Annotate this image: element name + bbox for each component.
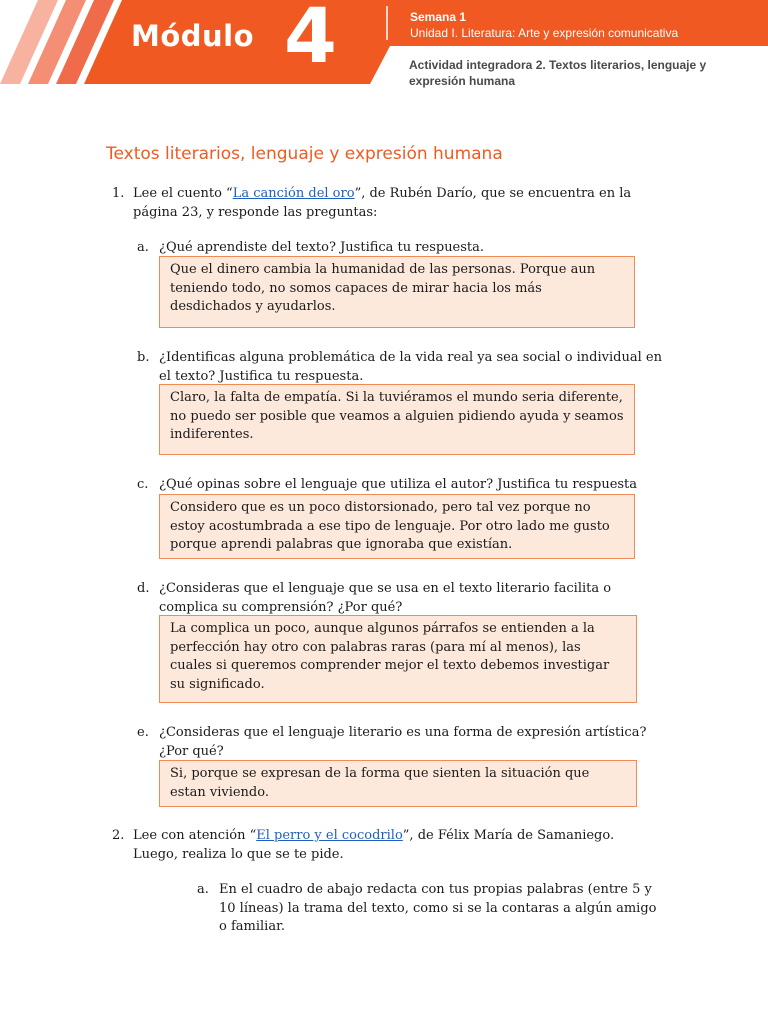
question-c-text: ¿Qué opinas sobre el lenguaje que utiliza el autor? Justifica tu respuesta xyxy=(159,477,638,492)
page-title: Textos literarios, lenguaje y expresión humana xyxy=(106,144,503,164)
item-1-text xyxy=(133,185,653,222)
answer-d-box[interactable]: La complica un poco, aunque algunos párrafos se entienden a la perfección hay otro con palabras raras (para mí al menos), las cuales si queremos comprender mejor el texto debemos investigar su significado. xyxy=(159,615,637,703)
question-c-letter: c. xyxy=(137,477,149,492)
activity-title: Actividad integradora 2. Textos literarios, lenguaje y expresión humana xyxy=(409,58,707,88)
week-label: Semana 1 xyxy=(410,10,467,24)
item-2-text-after: ”, de Félix María de Samaniego. Luego, realiza lo que se te pide. xyxy=(133,828,615,862)
question-d-text: ¿Consideras que el lenguaje que se usa en el texto literario facilita o complica su comprensión? ¿Por qué? xyxy=(159,581,612,615)
item-2-text-before: Lee con atención “ xyxy=(133,828,257,843)
question-e-text: ¿Consideras que el lenguaje literario es una forma de expresión artística? ¿Por qué? xyxy=(159,725,647,759)
unit-label: Unidad I. Literatura: Arte y expresión comunicativa xyxy=(410,26,679,40)
item-1-text-after: ”, de Rubén Darío, que se encuentra en la página 23, y responde las preguntas: xyxy=(133,186,632,220)
question-e-letter: e. xyxy=(137,725,149,740)
question-a-letter: a. xyxy=(137,240,149,255)
item-2a-text: En el cuadro de abajo redacta con tus propias palabras (entre 5 y 10 líneas) la trama del texto, como si se la contaras a algún amigo o familiar. xyxy=(219,882,657,934)
item-1-text-before: Lee el cuento “ xyxy=(133,186,233,201)
question-d-letter: d. xyxy=(137,581,150,596)
item-2-text xyxy=(133,827,643,864)
question-b-text: ¿Identificas alguna problemática de la vida real ya sea social o individual en el texto? Justifica tu respuesta. xyxy=(159,350,662,384)
item-1-number: 1. xyxy=(112,186,125,201)
answer-c-box[interactable]: Considero que es un poco distorsionado, pero tal vez porque no estoy acostumbrada a ese tipo de lenguaje. Por otro lado me gusto porque aprendi palabras que ignoraba que existían. xyxy=(159,494,635,559)
item-2-number: 2. xyxy=(112,828,125,843)
link-la-cancion-del-oro[interactable]: La canción del oro xyxy=(232,186,355,201)
question-b-letter: b. xyxy=(137,350,150,365)
answer-e-box[interactable]: Si, porque se expresan de la forma que sienten la situación que estan viviendo. xyxy=(159,760,637,807)
module-number: 4 xyxy=(284,0,337,80)
link-el-perro-y-el-cocodrilo[interactable]: El perro y el cocodrilo xyxy=(256,828,403,843)
answer-a-box[interactable]: Que el dinero cambia la humanidad de las personas. Porque aun teniendo todo, no somos capaces de mirar hacia los más desdichados y ayudarlos. xyxy=(159,256,635,328)
answer-b-box[interactable]: Claro, la falta de empatía. Si la tuviéramos el mundo seria diferente, no puedo ser posible que veamos a alguien pidiendo ayuda y seamos indiferentes. xyxy=(159,384,635,455)
module-label: Módulo xyxy=(131,19,255,53)
question-a-text: ¿Qué aprendiste del texto? Justifica tu respuesta. xyxy=(159,240,485,255)
item-2a-letter: a. xyxy=(197,882,209,897)
